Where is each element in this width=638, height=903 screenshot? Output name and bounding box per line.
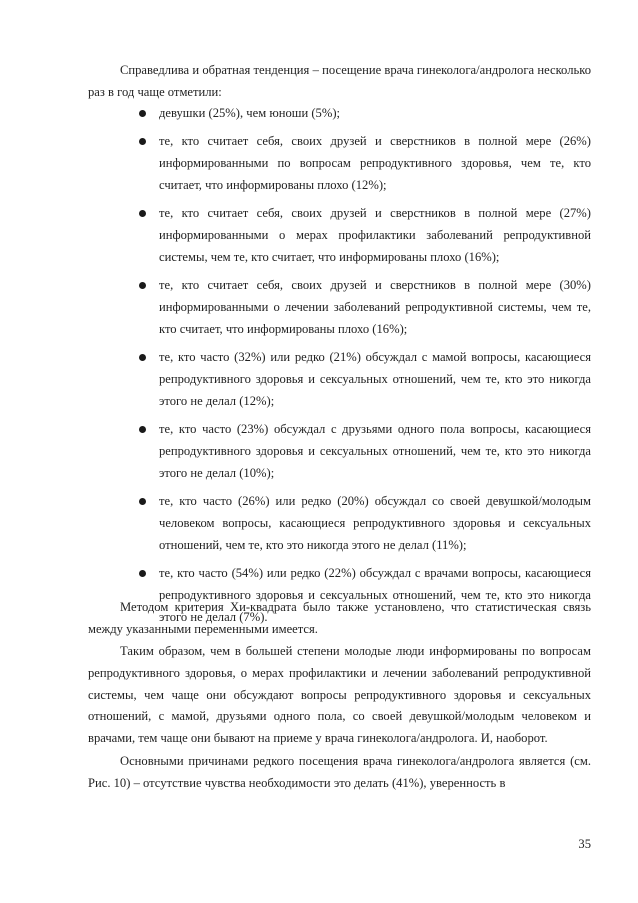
bullet-dot-icon — [139, 354, 146, 361]
bullet-dot-icon — [139, 110, 146, 117]
reasons-paragraph: Основными причинами редкого посещения врача гинеколога/андролога является (см. Рис. 10) – отсутствие чувства необходимости это делать (41%), уверенность в — [88, 754, 591, 790]
bullet-text: те, кто часто (32%) или редко (21%) обсуждал с мамой вопросы, касающиеся репродуктивного здоровья и сексуальных отношений, чем те, кто это никогда этого не делал (12%); — [159, 350, 591, 408]
bullet-item — [88, 275, 591, 340]
bullet-item — [88, 347, 591, 412]
bullet-item — [88, 103, 591, 125]
page-number: 35 — [578, 837, 591, 851]
bullet-text: девушки (25%), чем юноши (5%); — [159, 106, 341, 120]
bullet-dot-icon — [139, 138, 146, 145]
bullet-text: те, кто часто (26%) или редко (20%) обсуждал со своей девушкой/молодым человеком вопросы, касающиеся репродуктивного здоровья и сексуальных отношений, чем те, кто это никогда этого не делал (11%); — [159, 494, 591, 552]
bullet-text: те, кто считает себя, своих друзей и сверстников в полной мере (26%) информированными по вопросам репродуктивного здоровья, чем те, кто считает, что информированы плохо (12%); — [159, 134, 591, 192]
bullet-list — [88, 103, 591, 635]
bullet-text: те, кто часто (23%) обсуждал с друзьями одного пола вопросы, касающиеся репродуктивного здоровья и сексуальных отношений, чем те, кто это никогда этого не делал (10%); — [159, 422, 591, 480]
bullet-item — [88, 131, 591, 196]
conclusion-paragraph: Таким образом, чем в большей степени молодые люди информированы по вопросам репродуктивного здоровья, о мерах профилактики и лечении заболеваний репродуктивной системы, чем чаще они обсуждают вопросы репродуктивного здоровья и сексуальных отношений, с мамой, друзьями одного пола, со своей девушкой/молодым человеком и врачами, тем чаще они бывают на приеме у врача гинеколога/андролога. И, наоборот. — [88, 644, 591, 746]
bullet-text: те, кто считает себя, своих друзей и сверстников в полной мере (30%) информированными о лечении заболеваний репродуктивной системы, чем те, кто считает, что информированы плохо (16%); — [159, 278, 591, 336]
bullet-dot-icon — [139, 282, 146, 289]
bullet-text: те, кто часто (54%) или редко (22%) обсуждал с врачами вопросы, касающиеся репродуктивного здоровья и сексуальных отношений, чем те, кто это никогда этого не делал (7%). — [159, 566, 591, 624]
bullet-dot-icon — [139, 570, 146, 577]
bullet-dot-icon — [139, 426, 146, 433]
chi-square-paragraph: Методом критерия Хи-квадрата было также установлено, что статистическая связь между указанными переменными имеется. — [88, 600, 591, 636]
bullet-item — [88, 419, 591, 484]
intro-paragraph: Справедлива и обратная тенденция – посещение врача гинеколога/андролога несколько раз в год чаще отметили: — [88, 63, 591, 99]
bullet-item — [88, 491, 591, 556]
bullet-dot-icon — [139, 498, 146, 505]
bullet-item — [88, 203, 591, 268]
bullet-dot-icon — [139, 210, 146, 217]
bullet-text: те, кто считает себя, своих друзей и сверстников в полной мере (27%) информированными о мерах профилактики заболеваний репродуктивной системы, чем те, кто считает, что информированы плохо (16%); — [159, 206, 591, 264]
